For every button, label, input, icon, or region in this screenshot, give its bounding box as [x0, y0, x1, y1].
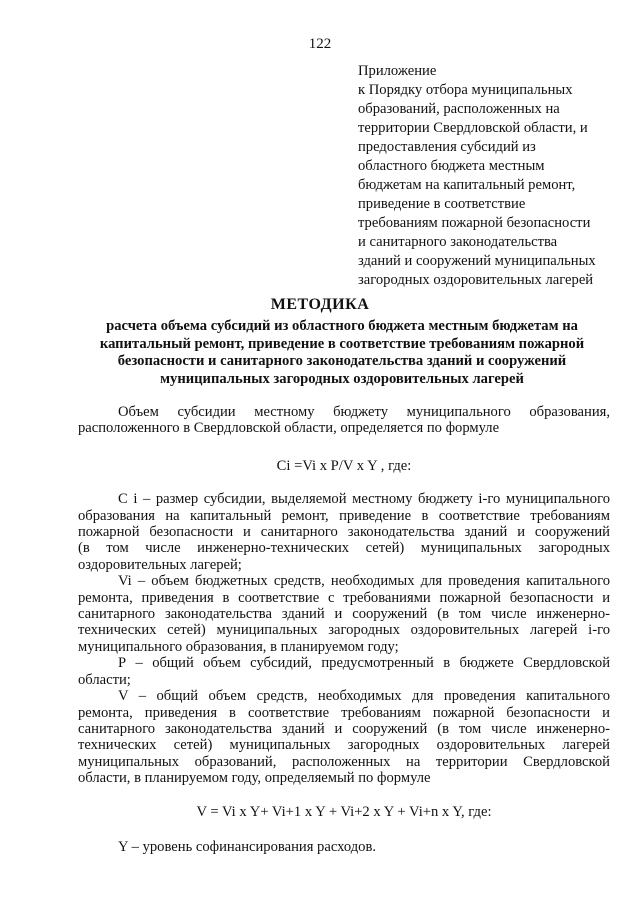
definition-line: санитарного законодательства зданий и сооружений (в том числе инженерно- — [78, 606, 610, 623]
appendix-line: бюджетам на капитальный ремонт, — [358, 177, 576, 193]
definition-line: ремонта, приведения в соответствие требованиям пожарной безопасности и — [78, 704, 610, 721]
definition-line: области; — [78, 671, 131, 688]
definition-line: ремонта, приведения в соответствие с требованиями пожарной безопасности и — [78, 589, 610, 606]
intro-line: расположенного в Свердловской области, определяется по формуле — [78, 420, 500, 437]
appendix-line: областного бюджета местным — [358, 158, 545, 174]
definition-line: С i – размер субсидии, выделяемой местному бюджету i-го муниципального — [118, 491, 610, 508]
appendix-line: и санитарного законодательства — [358, 234, 558, 250]
appendix-line: приведение в соответствие — [358, 196, 526, 212]
subtitle-line: муниципальных загородных оздоровительных лагерей — [160, 370, 524, 387]
appendix-line: загородных оздоровительных лагерей — [358, 272, 594, 288]
definition-line: технических сетей) муниципальных загородных оздоровительных лагерей i-го — [78, 622, 610, 639]
document-body — [78, 404, 610, 855]
appendix-line: зданий и сооружений муниципальных — [358, 253, 596, 269]
document-title: МЕТОДИКА — [270, 296, 370, 313]
appendix-line: требованиям пожарной безопасности — [358, 215, 591, 231]
appendix-line: Приложение — [358, 63, 437, 79]
definition-y: Y – уровень софинансирования расходов. — [118, 838, 376, 855]
intro-line: Объем субсидии местному бюджету муниципального образования, — [118, 404, 610, 420]
appendix-block — [358, 62, 620, 290]
definition-v — [78, 688, 610, 786]
definition-vi — [78, 573, 610, 655]
appendix-line: к Порядку отбора муниципальных — [358, 82, 573, 98]
definition-p — [78, 655, 610, 688]
definition-line: муниципального образования, в планируемом году; — [78, 638, 399, 655]
definition-ci — [78, 491, 610, 573]
subtitle-line: расчета объема субсидий из областного бюджета местным бюджетам на — [106, 318, 578, 334]
definition-line: пожарной безопасности и санитарного законодательства зданий и сооружений — [78, 524, 610, 541]
appendix-line: территории Свердловской области, и — [358, 120, 588, 136]
subtitle-line: капитальный ремонт, приведение в соответствие требованиям пожарной — [99, 335, 585, 352]
definition-line: санитарного законодательства зданий и сооружений (в том числе инженерно- — [78, 720, 610, 737]
formula-ci: Ci =Vi x P/V x Y , где: — [276, 457, 412, 474]
subtitle-line: безопасности и санитарного законодательства зданий и сооружений — [117, 353, 567, 369]
definition-line: области, в планируемом году, определяемый по формуле — [78, 770, 431, 787]
appendix-line: образований, расположенных на — [358, 101, 560, 117]
definition-line: Р – общий объем субсидий, предусмотренный в бюджете Свердловской — [118, 655, 610, 672]
definition-line: технических сетей) муниципальных загородных оздоровительных лагерей — [78, 737, 610, 754]
definition-line: (в том числе инженерно-технических сетей) муниципальных загородных — [78, 540, 610, 557]
definition-line: оздоровительных лагерей; — [78, 556, 242, 573]
document-subtitle — [78, 318, 606, 388]
definition-line: V – общий объем средств, необходимых для проведения капитального — [118, 688, 610, 705]
appendix-line: предоставления субсидий из — [358, 139, 536, 155]
definition-line: Vi – объем бюджетных средств, необходимых для проведения капитального — [118, 573, 610, 590]
formula-v: V = Vi x Y+ Vi+1 x Y + Vi+2 x Y + Vi+n x Y, где: — [196, 803, 492, 820]
definition-line: образования на капитальный ремонт, приведение в соответствие требованиям — [78, 507, 610, 524]
definition-line: муниципальных образований, расположенных на территории Свердловской — [78, 753, 610, 770]
page-number: 122 — [308, 36, 332, 52]
